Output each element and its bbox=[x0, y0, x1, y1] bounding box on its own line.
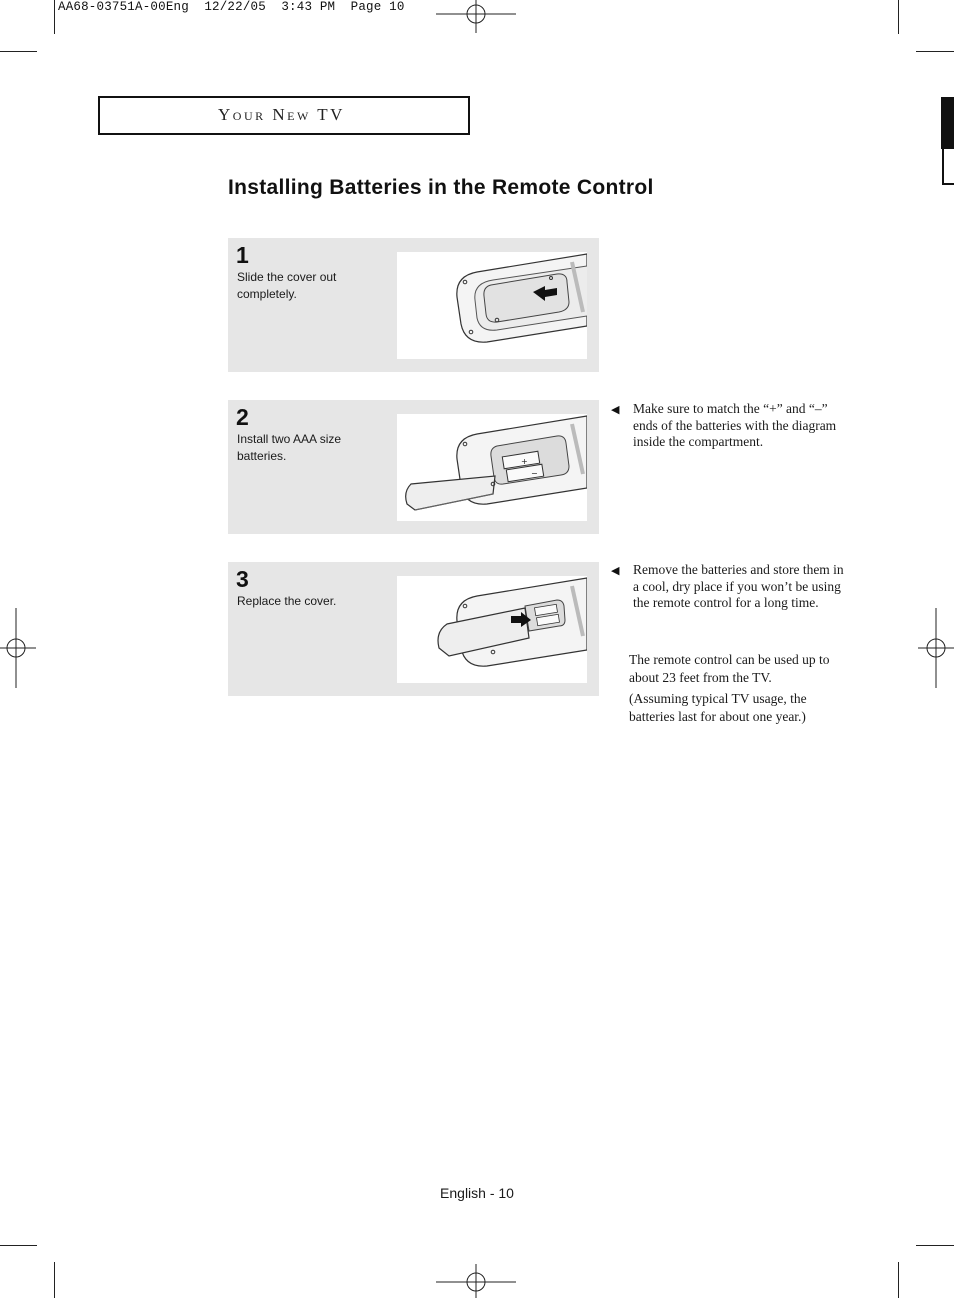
print-job-header: AA68-03751A-00Eng 12/22/05 3:43 PM Page 10 bbox=[58, 0, 405, 14]
note-storage: Remove the batteries and store them in a cool, dry place if you won’t be using the remote control for a long time. bbox=[633, 562, 844, 610]
step-1-illustration bbox=[397, 252, 587, 359]
step-1-panel bbox=[228, 238, 599, 372]
svg-text:−: − bbox=[531, 469, 538, 478]
registration-mark-right-icon bbox=[916, 608, 954, 690]
step-number: 3 bbox=[236, 566, 249, 592]
registration-mark-bottom-icon bbox=[436, 1262, 518, 1298]
step-instruction: Replace the cover. bbox=[237, 594, 337, 608]
step-2-panel bbox=[228, 400, 599, 534]
step-instruction: Slide the cover out completely. bbox=[237, 270, 337, 301]
section-title: Your New TV bbox=[218, 105, 345, 124]
step-number: 1 bbox=[236, 242, 249, 268]
triangle-left-icon: ◀ bbox=[611, 565, 620, 577]
page-footer: English - 10 bbox=[440, 1185, 514, 1201]
section-header bbox=[98, 96, 470, 135]
note-polarity: Make sure to match the “+” and “–” ends of the batteries with the diagram inside the compartment. bbox=[633, 401, 837, 449]
step-2-illustration bbox=[397, 414, 587, 521]
page-title: Installing Batteries in the Remote Control bbox=[228, 176, 654, 199]
triangle-left-icon: ◀ bbox=[611, 404, 620, 416]
registration-mark-left-icon bbox=[0, 608, 38, 690]
chapter-tab-outline bbox=[942, 149, 954, 185]
note-battery-life: (Assuming typical TV usage, the batteries last for about one year.) bbox=[629, 691, 807, 724]
remote-cover-close-icon bbox=[397, 576, 587, 683]
chapter-tab bbox=[941, 97, 954, 149]
step-3-illustration bbox=[397, 576, 587, 683]
step-3-panel bbox=[228, 562, 599, 696]
remote-batteries-icon bbox=[397, 414, 587, 521]
registration-mark-top-icon bbox=[436, 0, 518, 34]
svg-text:+: + bbox=[521, 457, 528, 466]
step-number: 2 bbox=[236, 404, 249, 430]
step-instruction: Install two AAA size batteries. bbox=[237, 432, 342, 463]
remote-cover-open-icon bbox=[397, 252, 587, 359]
note-range: The remote control can be used up to about 23 feet from the TV. bbox=[629, 652, 830, 685]
